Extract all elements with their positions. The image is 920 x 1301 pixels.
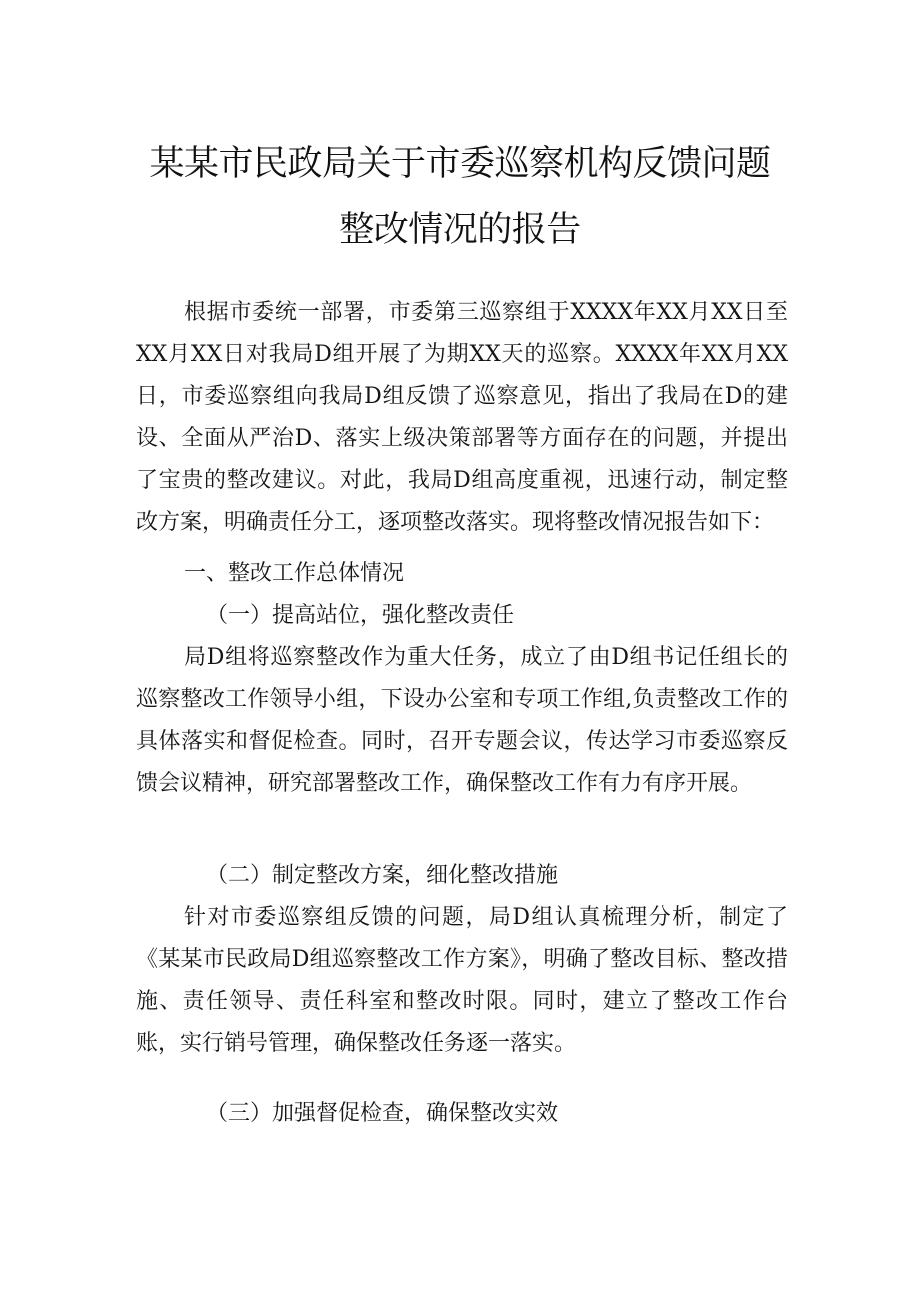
document-title-line2: 整改情况的报告 (339, 210, 581, 250)
document-title-line1: 某某市民政局关于市委巡察机构反馈问题 (149, 144, 771, 184)
subsection-body-1: 局D组将巡察整改作为重大任务，成立了由D组书记任组长的巡察整改工作领导小组，下设办公室和专项工作组,负责整改工作的具体落实和督促检查。同时，召开专题会议，传达学习市委巡察反馈会议精神，研究部署整改工作，确保整改工作有力有序开展。 (136, 645, 788, 796)
intro-paragraph: 根据市委统一部署，市委第三巡察组于XXXX年XX月XX日至XX月XX日对我局D组开展了为期XX天的巡察。XXXX年XX月XX日，市委巡察组向我局D组反馈了巡察意见，指出了我局在D的建设、全面从严治D、落实上级决策部署等方面存在的问题，并提出了宝贵的整改建议。对此，我局D组高度重视，迅速行动，制定整改方案，明确责任分工，逐项整改落实。现将整改情况报告如下： (136, 300, 788, 535)
section-heading-1: 一、整改工作总体情况 (184, 561, 405, 586)
subsection-heading-3: （三）加强督促检查，确保整改实效 (206, 1101, 559, 1126)
subsection-heading-2: （二）制定整改方案，细化整改措施 (206, 863, 559, 888)
subsection-heading-1: （一）提高站位，强化整改责任 (206, 603, 515, 628)
subsection-body-2: 针对市委巡察组反馈的问题，局D组认真梳理分析，制定了《某某市民政局D组巡察整改工作方案》，明确了整改目标、整改措施、责任领导、责任科室和整改时限。同时，建立了整改工作台账，实行销号管理，确保整改任务逐一落实。 (136, 905, 788, 1056)
